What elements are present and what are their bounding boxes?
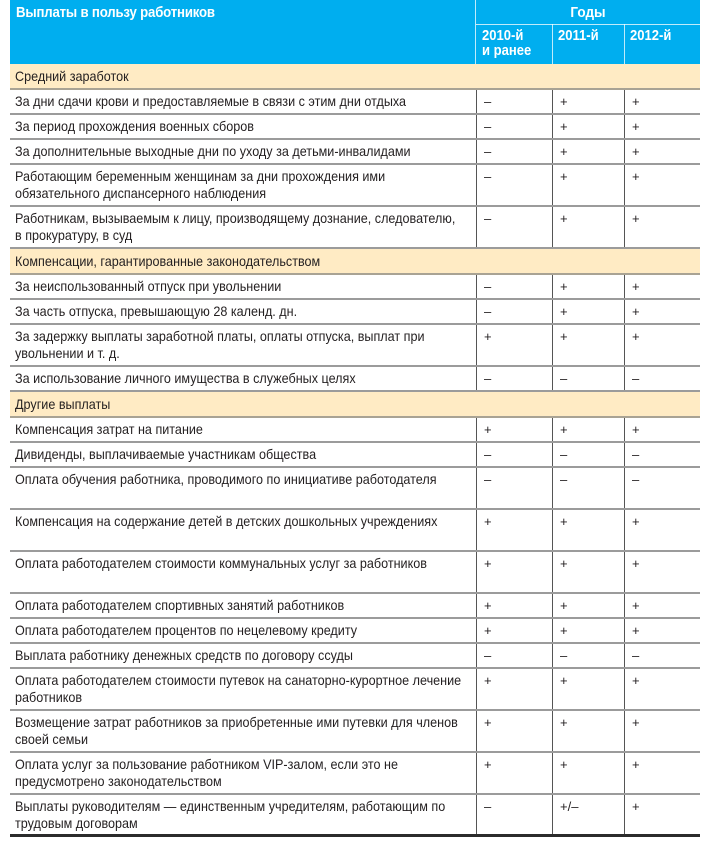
cell-2010 <box>476 140 553 163</box>
cell-2010 <box>476 753 553 793</box>
cell-value: + <box>632 673 640 688</box>
section-header <box>10 249 700 275</box>
payment-name: За период прохождения военных сборов <box>15 118 254 134</box>
cell-value: + <box>484 514 492 529</box>
cell-2010 <box>476 619 553 642</box>
cell-value: + <box>560 211 568 226</box>
payment-name: За дни сдачи крови и предоставляемые в связи с этим дни отдыха <box>15 93 407 109</box>
payment-name: Выплаты руководителям — единственным учредителям, работающим по трудовым договорам <box>15 798 446 831</box>
cell-value: + <box>632 799 640 814</box>
table-row <box>10 795 700 837</box>
cell-value: + <box>632 119 640 134</box>
cell-value: + <box>632 514 640 529</box>
payment-name: За часть отпуска, превышающую 28 календ. дн. <box>15 303 298 319</box>
cell-2012 <box>624 418 701 441</box>
table-row <box>10 367 700 392</box>
cell-2012 <box>624 552 701 592</box>
table-header <box>10 0 700 64</box>
cell-value: + <box>560 94 568 109</box>
table-row <box>10 644 700 669</box>
cell-2012 <box>624 795 701 834</box>
column-header-2011: 2011-й <box>558 28 599 44</box>
cell-value: + <box>560 757 568 772</box>
cell-value: – <box>484 447 492 462</box>
payment-name: За задержку выплаты заработной платы, оплаты отпуска, выплат при увольнении и т. д. <box>15 328 425 361</box>
cell-2010 <box>476 115 553 138</box>
column-header-2012: 2012-й <box>630 28 672 44</box>
payment-name: За дополнительные выходные дни по уходу за детьми-инвалидами <box>15 143 411 159</box>
cell-value: + <box>560 169 568 184</box>
payment-name: Возмещение затрат работников за приобретенные ими путевки для членов своей семьи <box>15 714 458 747</box>
cell-value: – <box>484 169 492 184</box>
cell-2010 <box>476 90 553 113</box>
payment-name: Оплата работодателем стоимости путевок на санаторно-курортное лечение работников <box>15 672 462 705</box>
cell-value: + <box>484 673 492 688</box>
cell-2012 <box>624 367 701 390</box>
table-row <box>10 619 700 644</box>
cell-2011 <box>552 275 625 298</box>
cell-2011 <box>552 711 625 751</box>
column-header-2010-line2: и ранее <box>482 43 532 59</box>
table-row <box>10 115 700 140</box>
cell-value: + <box>632 623 640 638</box>
cell-value: – <box>632 447 640 462</box>
cell-value: + <box>632 169 640 184</box>
cell-2011 <box>552 418 625 441</box>
cell-2011 <box>552 644 625 667</box>
payment-name: Оплата работодателем процентов по нецелевому кредиту <box>15 622 358 638</box>
table-row <box>10 594 700 619</box>
cell-2011 <box>552 552 625 592</box>
cell-value: – <box>484 304 492 319</box>
cell-2012 <box>624 443 701 466</box>
header-divider <box>552 24 553 64</box>
payment-name: Компенсация затрат на питание <box>15 421 203 437</box>
table-row <box>10 753 700 795</box>
cell-2010 <box>476 594 553 617</box>
payments-table <box>10 0 700 837</box>
cell-value: + <box>632 598 640 613</box>
cell-value: – <box>484 472 492 487</box>
cell-value: + <box>560 673 568 688</box>
cell-2012 <box>624 468 701 508</box>
cell-value: – <box>484 119 492 134</box>
cell-2010 <box>476 443 553 466</box>
cell-value: + <box>560 623 568 638</box>
cell-2011 <box>552 165 625 205</box>
cell-value: + <box>484 715 492 730</box>
cell-2011 <box>552 90 625 113</box>
cell-2010 <box>476 510 553 550</box>
table-row <box>10 552 700 594</box>
section-title: Другие выплаты <box>15 396 111 412</box>
cell-2010 <box>476 644 553 667</box>
cell-value: – <box>484 648 492 663</box>
payment-name: За неиспользованный отпуск при увольнении <box>15 278 282 294</box>
cell-value: – <box>484 94 492 109</box>
cell-value: – <box>632 472 640 487</box>
cell-value: + <box>632 556 640 571</box>
cell-value: + <box>560 422 568 437</box>
cell-value: + <box>484 598 492 613</box>
cell-2011 <box>552 619 625 642</box>
cell-2012 <box>624 165 701 205</box>
cell-value: + <box>560 329 568 344</box>
cell-2012 <box>624 619 701 642</box>
header-divider <box>475 0 476 64</box>
cell-value: – <box>632 648 640 663</box>
table-body <box>10 64 700 837</box>
table-row <box>10 325 700 367</box>
cell-value: – <box>560 447 568 462</box>
section-header <box>10 64 700 90</box>
cell-2011 <box>552 795 625 834</box>
cell-value: + <box>632 304 640 319</box>
cell-2012 <box>624 140 701 163</box>
cell-2010 <box>476 300 553 323</box>
cell-2012 <box>624 510 701 550</box>
cell-value: – <box>484 279 492 294</box>
cell-2011 <box>552 594 625 617</box>
cell-value: – <box>484 144 492 159</box>
cell-value: + <box>560 556 568 571</box>
cell-value: + <box>560 279 568 294</box>
cell-value: + <box>484 623 492 638</box>
cell-2010 <box>476 418 553 441</box>
cell-2011 <box>552 443 625 466</box>
table-row <box>10 443 700 468</box>
header-divider <box>624 24 625 64</box>
table-row <box>10 275 700 300</box>
section-header <box>10 392 700 418</box>
cell-2012 <box>624 711 701 751</box>
cell-value: + <box>484 329 492 344</box>
header-divider <box>476 24 700 25</box>
cell-value: + <box>484 422 492 437</box>
payment-name: Работающим беременным женщинам за дни прохождения ими обязательного диспансерного наблюдения <box>15 168 386 201</box>
cell-value: – <box>484 371 492 386</box>
payment-name: Дивиденды, выплачиваемые участникам общества <box>15 446 317 462</box>
cell-value: + <box>560 144 568 159</box>
cell-value: – <box>560 371 568 386</box>
cell-value: – <box>560 472 568 487</box>
cell-2012 <box>624 115 701 138</box>
cell-2012 <box>624 325 701 365</box>
cell-value: + <box>632 279 640 294</box>
section-title: Средний заработок <box>15 68 129 84</box>
cell-2011 <box>552 510 625 550</box>
cell-value: – <box>484 799 492 814</box>
cell-value: + <box>560 598 568 613</box>
cell-2012 <box>624 300 701 323</box>
cell-value: + <box>560 304 568 319</box>
table-row <box>10 510 700 552</box>
table-row <box>10 165 700 207</box>
payment-name: Оплата обучения работника, проводимого по инициативе работодателя <box>15 471 437 487</box>
cell-value: + <box>632 757 640 772</box>
cell-2011 <box>552 325 625 365</box>
cell-value: – <box>560 648 568 663</box>
table-row <box>10 711 700 753</box>
cell-value: + <box>632 422 640 437</box>
cell-2010 <box>476 325 553 365</box>
cell-2011 <box>552 669 625 709</box>
table-row <box>10 300 700 325</box>
table-title: Выплаты в пользу работников <box>16 4 215 21</box>
cell-2012 <box>624 90 701 113</box>
cell-2010 <box>476 207 553 247</box>
cell-2011 <box>552 753 625 793</box>
cell-2010 <box>476 275 553 298</box>
cell-2011 <box>552 468 625 508</box>
cell-2012 <box>624 207 701 247</box>
cell-value: + <box>484 757 492 772</box>
table-row <box>10 418 700 443</box>
cell-2011 <box>552 367 625 390</box>
cell-value: – <box>484 211 492 226</box>
cell-value: + <box>560 715 568 730</box>
years-header: Годы <box>570 4 606 21</box>
payment-name: Компенсация на содержание детей в детских дошкольных учреждениях <box>15 513 438 529</box>
table-row <box>10 207 700 249</box>
cell-2011 <box>552 300 625 323</box>
cell-2010 <box>476 552 553 592</box>
table-row <box>10 468 700 510</box>
cell-value: + <box>632 715 640 730</box>
payment-name: Оплата услуг за пользование работником VIP-залом, если это не предусмотрено законодательством <box>15 756 398 789</box>
cell-value: + <box>632 211 640 226</box>
payment-name: Выплата работнику денежных средств по договору ссуды <box>15 647 353 663</box>
cell-value: + <box>632 144 640 159</box>
cell-value: + <box>632 329 640 344</box>
cell-2012 <box>624 275 701 298</box>
cell-2011 <box>552 115 625 138</box>
table-row <box>10 140 700 165</box>
cell-2012 <box>624 644 701 667</box>
cell-value: + <box>560 514 568 529</box>
cell-2010 <box>476 669 553 709</box>
payment-name: Работникам, вызываемым к лицу, производящему дознание, следователю, в прокуратуру, в суд <box>15 210 456 243</box>
cell-2010 <box>476 795 553 834</box>
cell-2010 <box>476 165 553 205</box>
cell-value: + <box>560 119 568 134</box>
column-header-2010 <box>482 29 531 59</box>
table-row <box>10 90 700 115</box>
cell-2012 <box>624 594 701 617</box>
cell-value: +/– <box>560 799 579 814</box>
cell-2010 <box>476 367 553 390</box>
cell-2012 <box>624 669 701 709</box>
cell-2010 <box>476 468 553 508</box>
cell-value: – <box>632 371 640 386</box>
cell-value: + <box>484 556 492 571</box>
cell-2011 <box>552 207 625 247</box>
cell-2011 <box>552 140 625 163</box>
table-row <box>10 669 700 711</box>
section-title: Компенсации, гарантированные законодательством <box>15 253 321 269</box>
cell-value: + <box>632 94 640 109</box>
cell-2010 <box>476 711 553 751</box>
cell-2012 <box>624 753 701 793</box>
payment-name: Оплата работодателем спортивных занятий работников <box>15 597 345 613</box>
payment-name: За использование личного имущества в служебных целях <box>15 370 356 386</box>
payment-name: Оплата работодателем стоимости коммунальных услуг за работников <box>15 555 427 571</box>
column-header-2010-line1: 2010-й <box>482 28 524 44</box>
